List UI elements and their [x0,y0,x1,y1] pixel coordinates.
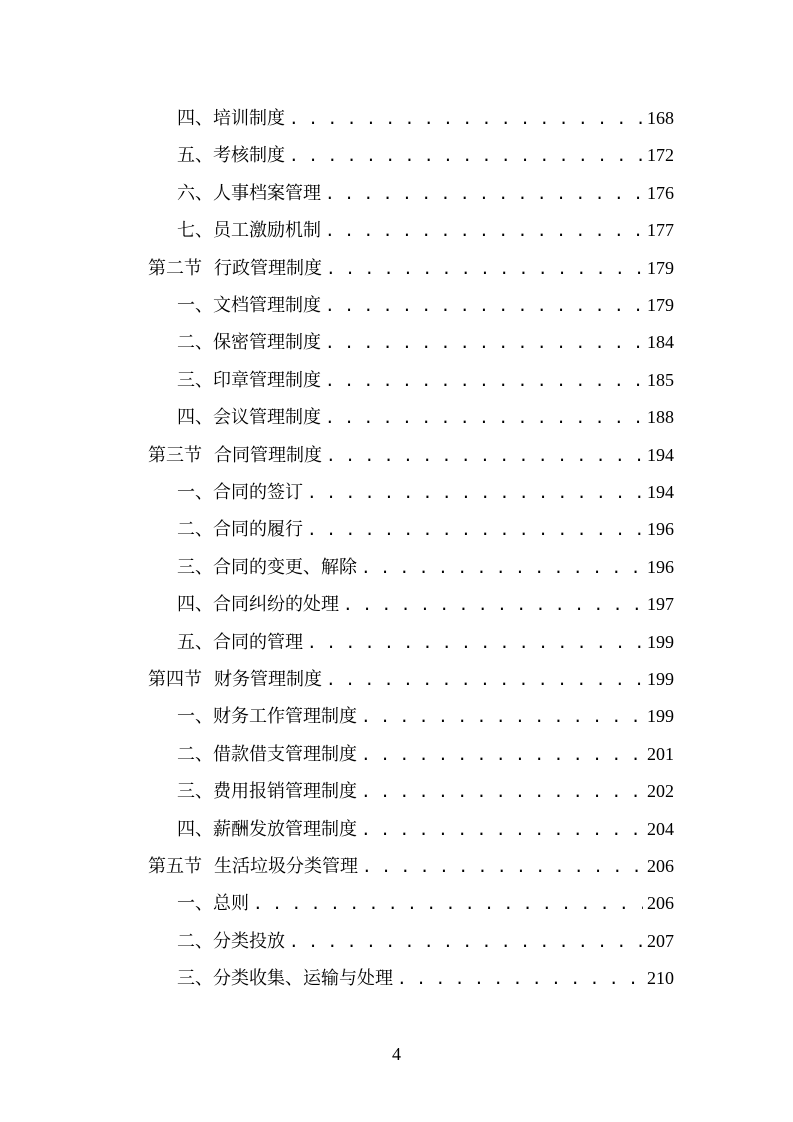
dot-leader [343,586,643,623]
toc-page-number: 184 [647,332,674,352]
dot-leader [289,100,643,137]
toc-section-label: 第五节 [148,856,202,877]
toc-page-number: 172 [647,145,674,165]
toc-subsection-entry[interactable] [177,175,674,212]
toc-entry-title [177,698,357,735]
page-number: 4 [392,1044,401,1064]
toc-entry-text: 五、合同的管理 [177,632,303,653]
dot-leader [325,175,643,212]
toc-page-number: 201 [647,744,674,764]
toc-page-number: 176 [647,183,674,203]
toc-entry-text: 合同管理制度 [214,445,322,466]
toc-section-entry[interactable] [148,848,674,885]
toc-subsection-entry[interactable] [177,212,674,249]
toc-entry-text: 二、借款借支管理制度 [177,744,357,765]
toc-page-number: 206 [647,893,674,913]
toc-entry-text: 生活垃圾分类管理 [214,856,358,877]
dot-leader [325,324,643,361]
toc-section-label: 第二节 [148,258,202,279]
toc-section-entry[interactable] [148,437,674,474]
toc-section-entry[interactable] [148,661,674,698]
toc-entry-text: 三、印章管理制度 [177,370,321,391]
toc-entry-text: 一、财务工作管理制度 [177,706,357,727]
toc-page-number: 196 [647,519,674,539]
toc-entry-text: 三、费用报销管理制度 [177,781,357,802]
toc-page-number: 194 [647,482,674,502]
toc-subsection-entry[interactable] [177,624,674,661]
toc-page-number: 206 [647,856,674,876]
toc-subsection-entry[interactable] [177,736,674,773]
toc-entry-text: 六、人事档案管理 [177,183,321,204]
dot-leader [325,399,643,436]
toc-page-number: 196 [647,557,674,577]
dot-leader [307,474,643,511]
dot-leader [326,661,643,698]
toc-entry-title [177,811,357,848]
dot-leader [253,885,643,922]
toc-subsection-entry[interactable] [177,511,674,548]
toc-page-number: 199 [647,669,674,689]
toc-page-number: 188 [647,407,674,427]
toc-entry-text: 四、会议管理制度 [177,407,321,428]
toc-subsection-entry[interactable] [177,698,674,735]
toc-entry-text: 二、合同的履行 [177,519,303,540]
toc-entry-text: 二、分类投放 [177,931,285,952]
dot-leader [325,287,643,324]
toc-entry-title [177,474,303,511]
toc-entry-title [148,661,322,698]
toc-entry-text: 四、培训制度 [177,108,285,129]
toc-subsection-entry[interactable] [177,399,674,436]
toc-subsection-entry[interactable] [177,100,674,137]
toc-subsection-entry[interactable] [177,885,674,922]
toc-section-label: 第三节 [148,445,202,466]
toc-entry-text: 二、保密管理制度 [177,332,321,353]
toc-entry-text: 行政管理制度 [214,258,322,279]
toc-entry-text: 一、总则 [177,893,249,914]
dot-leader [361,811,643,848]
toc-entry-title [177,212,321,249]
toc-page-number: 199 [647,632,674,652]
toc-page-number: 177 [647,220,674,240]
toc-subsection-entry[interactable] [177,773,674,810]
toc-entry-title [177,175,321,212]
toc-entry-title [177,100,285,137]
toc-entry-text: 三、分类收集、运输与处理 [177,968,393,989]
toc-entry-title [177,736,357,773]
toc-page-number: 194 [647,445,674,465]
toc-entry-text: 五、考核制度 [177,145,285,166]
toc-page-number: 168 [647,108,674,128]
dot-leader [326,437,643,474]
toc-entry-title [177,624,303,661]
toc-entry-text: 财务管理制度 [214,669,322,690]
dot-leader [325,212,643,249]
dot-leader [361,773,643,810]
toc-page-number: 179 [647,295,674,315]
toc-entry-title [177,923,285,960]
toc-subsection-entry[interactable] [177,324,674,361]
toc-entry-title [177,885,249,922]
dot-leader [289,923,643,960]
toc-subsection-entry[interactable] [177,362,674,399]
dot-leader [307,511,643,548]
dot-leader [326,250,643,287]
toc-entry-text: 三、合同的变更、解除 [177,557,357,578]
dot-leader [289,137,643,174]
toc-subsection-entry[interactable] [177,586,674,623]
dot-leader [325,362,643,399]
toc-entry-title [177,511,303,548]
toc-entry-text: 一、合同的签订 [177,482,303,503]
toc-subsection-entry[interactable] [177,549,674,586]
toc-subsection-entry[interactable] [177,287,674,324]
toc-page-number: 179 [647,258,674,278]
toc-entry-title [177,399,321,436]
dot-leader [362,848,643,885]
toc-page-number: 202 [647,781,674,801]
toc-page-number: 197 [647,594,674,614]
dot-leader [361,549,643,586]
toc-entry-title [177,362,321,399]
toc-subsection-entry[interactable] [177,811,674,848]
toc-page-number: 185 [647,370,674,390]
toc-entry-title [177,137,285,174]
toc-entry-text: 七、员工激励机制 [177,220,321,241]
toc-entry-title [148,437,322,474]
dot-leader [361,736,643,773]
toc-entry-title [177,586,339,623]
toc-section-label: 第四节 [148,669,202,690]
toc-entry-title [177,773,357,810]
toc-subsection-entry[interactable] [177,474,674,511]
toc-section-entry[interactable] [148,250,674,287]
toc-page-number: 204 [647,819,674,839]
toc-entry-title [148,250,322,287]
toc-page-number: 199 [647,706,674,726]
toc-entry-title [148,848,358,885]
toc-entry-title [177,960,393,997]
toc-entry-text: 一、文档管理制度 [177,295,321,316]
toc-entry-title [177,287,321,324]
dot-leader [397,960,643,997]
toc-subsection-entry[interactable] [177,137,674,174]
toc-entry-text: 四、薪酬发放管理制度 [177,819,357,840]
toc-subsection-entry[interactable] [177,960,674,997]
dot-leader [361,698,643,735]
toc-subsection-entry[interactable] [177,923,674,960]
toc-page-number: 207 [647,931,674,951]
dot-leader [307,624,643,661]
toc-entry-title [177,324,321,361]
toc-page-number: 210 [647,968,674,988]
toc-entry-text: 四、合同纠纷的处理 [177,594,339,615]
toc-entry-title [177,549,357,586]
